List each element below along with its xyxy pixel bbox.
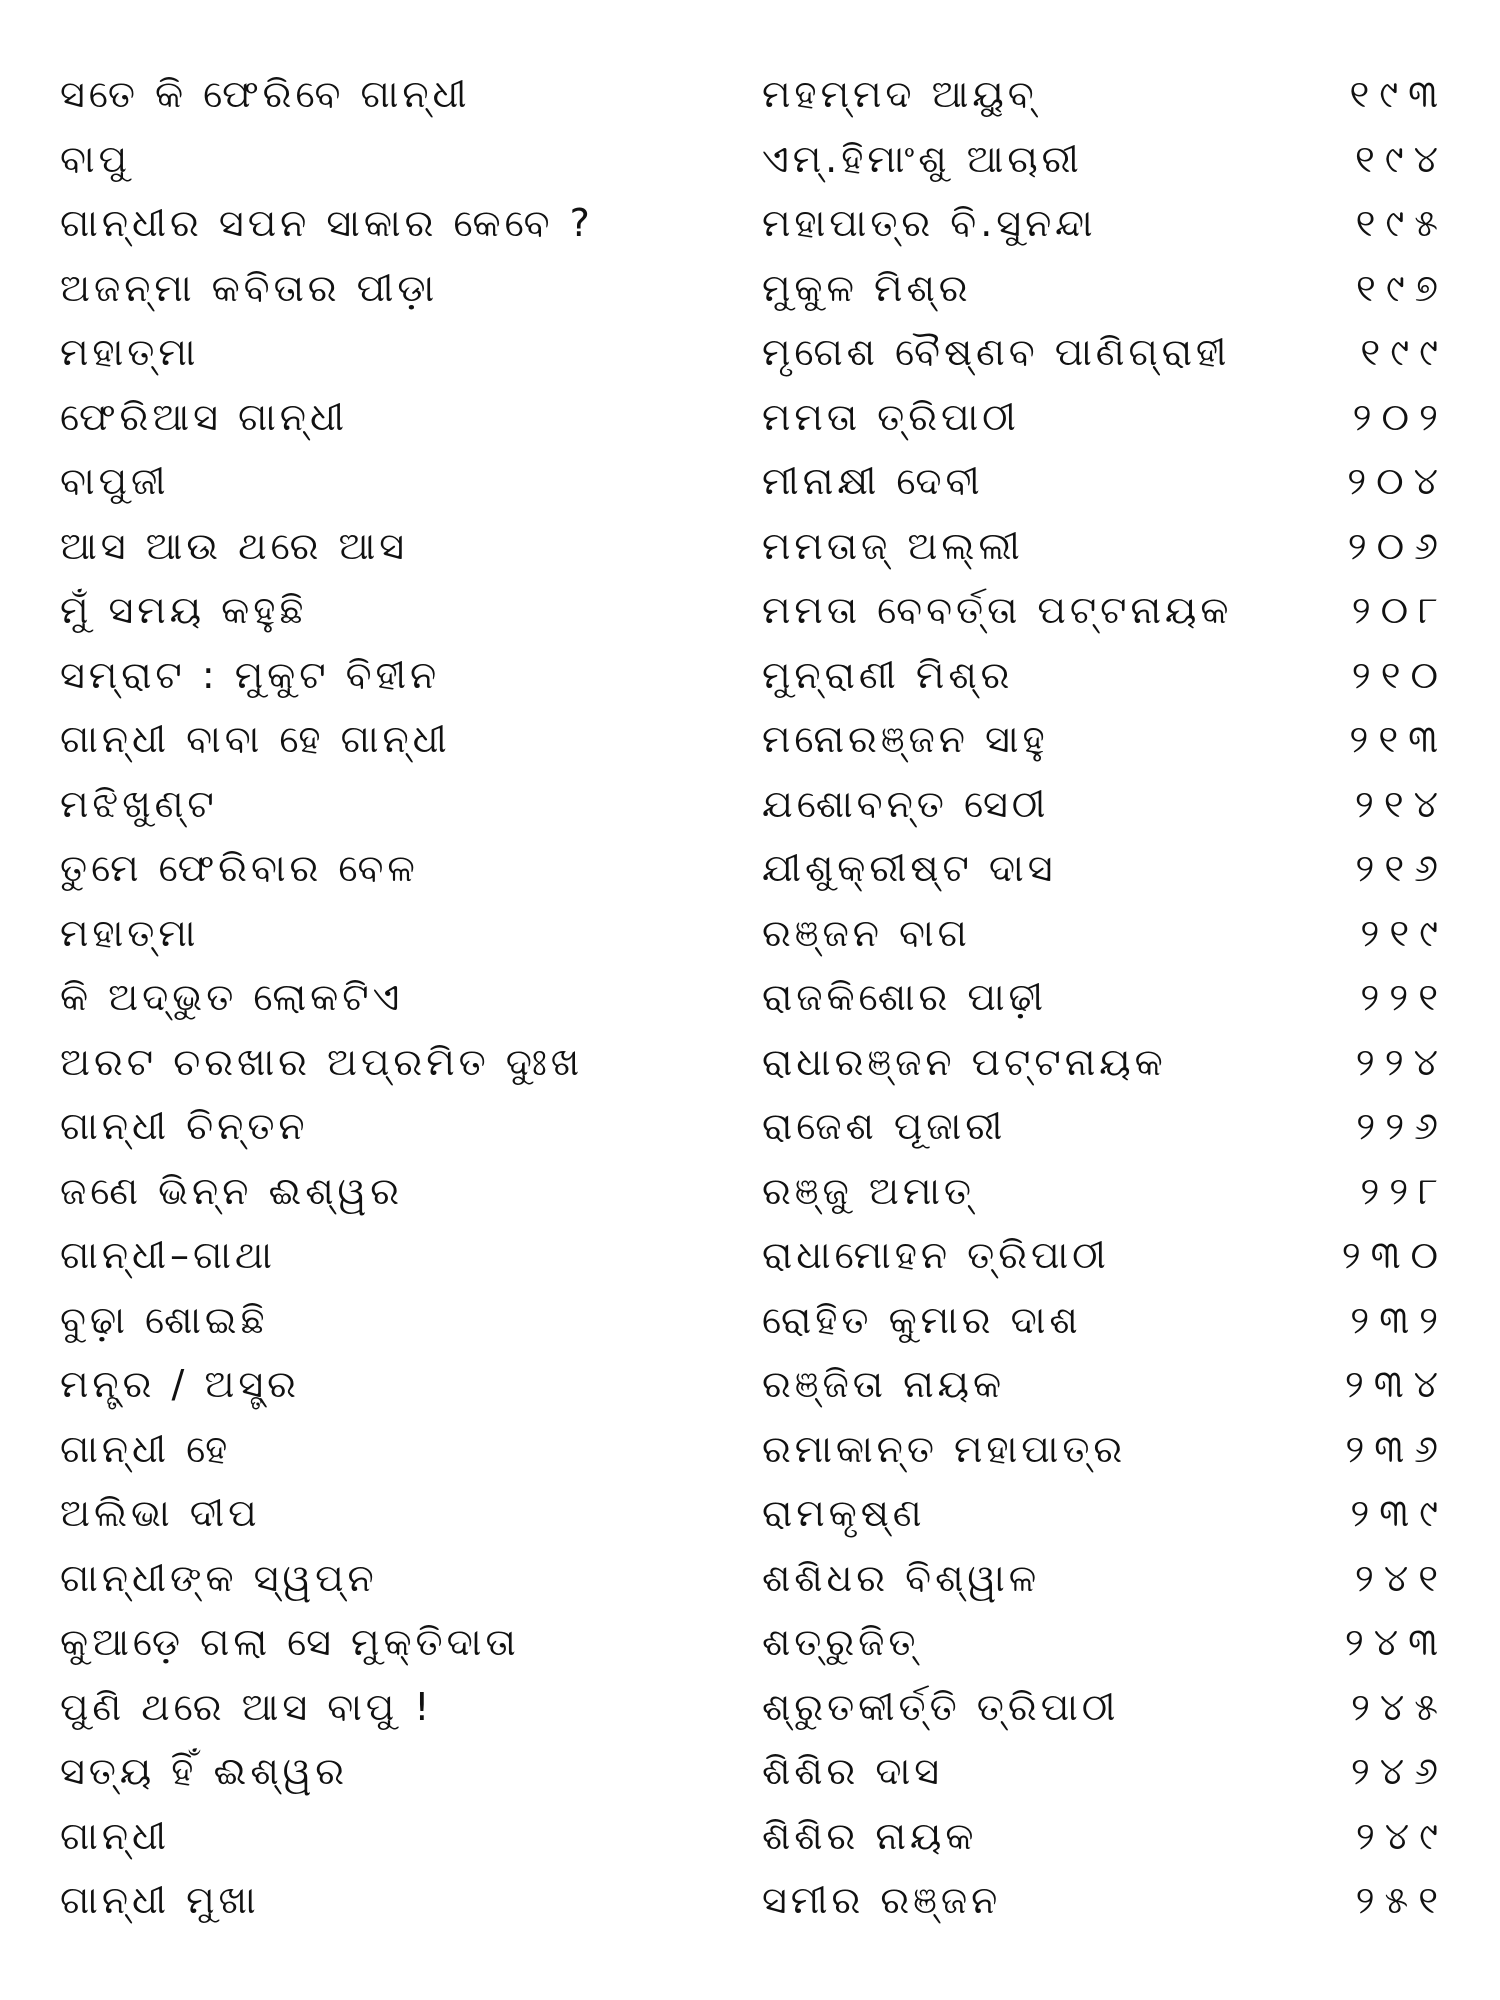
page-number: ୧୯୩ bbox=[1349, 72, 1448, 116]
poem-title: ବାପୁ bbox=[60, 136, 132, 181]
toc-entry bbox=[0, 1739, 1500, 1804]
page-number: ୨୪୫ bbox=[1351, 1684, 1448, 1729]
toc-entry bbox=[0, 256, 1500, 321]
toc-entry bbox=[0, 901, 1500, 966]
poet-name: ମମତା ବେବର୍ତ୍ତା ପଟ୍ଟନାୟକ bbox=[762, 588, 1233, 632]
poet-name: ରାଧାରଞ୍ଜନ ପଟ୍ଟନାୟକ bbox=[762, 1039, 1167, 1084]
toc-entry bbox=[0, 707, 1500, 772]
toc-entry bbox=[0, 578, 1500, 643]
poem-title: ପୁଣି ଥରେ ଆସ ବାପୁ ! bbox=[60, 1684, 434, 1729]
poem-title: ସତ୍ୟ ହିଁ ଈଶ୍ୱର bbox=[60, 1749, 349, 1793]
poet-name: ମହମ୍ମଦ ଆୟୁବ୍ bbox=[762, 72, 1038, 116]
toc-entry bbox=[0, 643, 1500, 708]
poem-title: ତୁମେ ଫେରିବାର ବେଳ bbox=[60, 846, 419, 890]
page-number: ୨୪୩ bbox=[1344, 1620, 1448, 1664]
page-number: ୨୪୬ bbox=[1350, 1749, 1448, 1793]
poem-title: ଗାନ୍ଧୀର ସପନ ସାକାର କେବେ ? bbox=[60, 201, 594, 245]
poem-title: ଜଣେ ଭିନ୍ନ ଈଶ୍ୱର bbox=[60, 1168, 404, 1213]
page-number: ୧୯୭ bbox=[1356, 265, 1448, 310]
toc-entry bbox=[0, 449, 1500, 514]
page-number: ୨୨୧ bbox=[1360, 975, 1448, 1019]
page-number: ୨୫୧ bbox=[1355, 1878, 1448, 1922]
toc-entry bbox=[0, 1417, 1500, 1482]
poem-title: ମୁଁ ସମୟ କହୁଛି bbox=[60, 588, 308, 632]
page-number: ୨୦୮ bbox=[1351, 588, 1448, 632]
poet-name: ରୋହିତ କୁମାର ଦାଶ bbox=[762, 1297, 1082, 1342]
poet-name: ରାମକୃଷ୍ଣ bbox=[762, 1491, 926, 1535]
toc-entry bbox=[0, 1546, 1500, 1611]
toc-entry bbox=[0, 1804, 1500, 1869]
poem-title: ଫେରିଆସ ଗାନ୍ଧୀ bbox=[60, 394, 349, 439]
poet-name: ମନୋରଞ୍ଜନ ସାହୁ bbox=[762, 717, 1049, 761]
page-number: ୨୩୪ bbox=[1344, 1362, 1448, 1406]
toc-entry bbox=[0, 1352, 1500, 1417]
poem-title: ଗାନ୍ଧୀ–ଗାଥା bbox=[60, 1233, 276, 1277]
poet-name: ଏମ୍.ହିମାଂଶୁ ଆଚାରୀ bbox=[762, 136, 1083, 181]
poem-title: ଗାନ୍ଧୀ ଚିନ୍ତନ bbox=[60, 1104, 309, 1148]
page-number: ୨୧୪ bbox=[1354, 781, 1448, 826]
poet-name: ମମତାଜ୍ ଅଲ୍ଲୀ bbox=[762, 523, 1024, 568]
toc-entry bbox=[0, 965, 1500, 1030]
page-number: ୨୨୪ bbox=[1355, 1039, 1448, 1084]
poem-title: ଅଜନ୍ମା କବିତାର ପୀଡ଼ା bbox=[60, 265, 439, 310]
page-number: ୨୦୨ bbox=[1352, 394, 1448, 439]
poet-name: ମମତା ତ୍ରିପାଠୀ bbox=[762, 394, 1020, 439]
poem-title: ଗାନ୍ଧୀ ବାବା ହେ ଗାନ୍ଧୀ bbox=[60, 717, 451, 761]
toc-entry bbox=[0, 1675, 1500, 1740]
poet-name: ରଞ୍ଜୁ ଅମାତ୍ bbox=[762, 1168, 976, 1213]
poet-name: ରାଜେଶ ପୂଜାରୀ bbox=[762, 1104, 1007, 1148]
page-number: ୧୯୫ bbox=[1355, 201, 1448, 245]
poet-name: ରାଧାମୋହନ ତ୍ରିପାଠୀ bbox=[762, 1233, 1110, 1277]
page-number: ୨୧୬ bbox=[1355, 846, 1448, 890]
poem-title: କୁଆଡ଼େ ଗଲା ସେ ମୁକ୍ତିଦାତା bbox=[60, 1620, 520, 1664]
page-number: ୨୩୦ bbox=[1341, 1233, 1448, 1277]
toc-entry bbox=[0, 1223, 1500, 1288]
poet-name: ମୃଗେଶ ବୈଷ୍ଣବ ପାଣିଗ୍ରାହୀ bbox=[762, 330, 1231, 374]
poet-name: ଶତ୍ରୁଜିତ୍ bbox=[762, 1620, 920, 1664]
poem-title: ଗାନ୍ଧୀଙ୍କ ସ୍ୱପ୍ନ bbox=[60, 1555, 378, 1600]
page-number: ୨୩୨ bbox=[1350, 1297, 1448, 1342]
toc-entry bbox=[0, 772, 1500, 837]
poet-name: ମୁନ୍‌ରାଣୀ ମିଶ୍ର bbox=[762, 652, 1014, 697]
toc-entry bbox=[0, 127, 1500, 192]
poem-title: ମହାତ୍ମା bbox=[60, 330, 200, 374]
toc-entry bbox=[0, 191, 1500, 256]
poet-name: ଶ୍ରୁତକୀର୍ତ୍ତି ତ୍ରିପାଠୀ bbox=[762, 1684, 1120, 1729]
poet-name: ଶଶିଧର ବିଶ୍ୱାଳ bbox=[762, 1555, 1041, 1600]
page-number: ୨୪୧ bbox=[1354, 1555, 1448, 1600]
poem-title: ବାପୁଜୀ bbox=[60, 459, 170, 503]
poet-name: ରଞ୍ଜିତା ନାୟକ bbox=[762, 1362, 1006, 1406]
poet-name: ରାଜକିଶୋର ପାଢ଼ୀ bbox=[762, 975, 1048, 1019]
poet-name: ଶିଶିର ଦାସ bbox=[762, 1749, 944, 1793]
poem-title: ଗାନ୍ଧୀ bbox=[60, 1813, 171, 1858]
poet-name: ମୀନାକ୍ଷୀ ଦେବୀ bbox=[762, 459, 984, 503]
page-number: ୨୧୦ bbox=[1351, 652, 1448, 697]
toc-entry bbox=[0, 1094, 1500, 1159]
page-number: ୨୧୯ bbox=[1360, 910, 1448, 955]
poem-title: ସମ୍ରାଟ : ମୁକୁଟ ବିହୀନ bbox=[60, 652, 441, 697]
poet-name: ମହାପାତ୍ର ବି.ସୁନନ୍ଦା bbox=[762, 201, 1097, 245]
poem-title: କି ଅଦ୍‌ଭୁତ ଲୋକଟିଏ bbox=[60, 975, 404, 1019]
page-number: ୨୪୯ bbox=[1355, 1813, 1448, 1858]
page-number: ୨୩୬ bbox=[1345, 1426, 1448, 1471]
toc-entry bbox=[0, 1030, 1500, 1095]
page-number: ୧୯୯ bbox=[1360, 330, 1448, 374]
poem-title: ସତେ କି ଫେରିବେ ଗାନ୍ଧୀ bbox=[60, 72, 471, 116]
poet-name: ମୁକୁଳ ମିଶ୍ର bbox=[762, 265, 972, 310]
toc-entry bbox=[0, 836, 1500, 901]
toc-entry bbox=[0, 62, 1500, 127]
toc-entry bbox=[0, 320, 1500, 385]
poem-title: ବୁଢ଼ା ଶୋଇଛି bbox=[60, 1297, 269, 1342]
poem-title: ଅରଟ ଚରଖାର ଅପ୍ରମିତ ଦୁଃଖ bbox=[60, 1039, 584, 1084]
page-number: ୨୦୪ bbox=[1347, 459, 1448, 503]
poem-title: ଅଲିଭା ଦୀପ bbox=[60, 1491, 261, 1535]
poem-title: ମଝିଖୁଣ୍ଟ bbox=[60, 781, 218, 826]
toc-entry bbox=[0, 1481, 1500, 1546]
toc-entry bbox=[0, 1288, 1500, 1353]
page-number: ୨୧୩ bbox=[1349, 717, 1448, 761]
toc-entry bbox=[0, 514, 1500, 579]
page-number: ୨୨୮ bbox=[1360, 1168, 1448, 1213]
poet-name: ଶିଶିର ନାୟକ bbox=[762, 1813, 978, 1858]
table-of-contents bbox=[0, 62, 1500, 1933]
page-number: ୨୦୬ bbox=[1347, 523, 1448, 568]
page-number: ୨୨୬ bbox=[1356, 1104, 1448, 1148]
toc-entry bbox=[0, 385, 1500, 450]
poet-name: ସମୀର ରଞ୍ଜନ bbox=[762, 1878, 1002, 1922]
toc-entry bbox=[0, 1868, 1500, 1933]
poem-title: ଗାନ୍ଧୀ ହେ bbox=[60, 1426, 232, 1471]
poet-name: ରଞ୍ଜନ ବାଗ bbox=[762, 910, 971, 955]
page-number: ୧୯୪ bbox=[1354, 136, 1448, 181]
poem-title: ମନ୍ତ୍ର / ଅସ୍ତ୍ର bbox=[60, 1362, 300, 1406]
toc-entry bbox=[0, 1610, 1500, 1675]
toc-entry bbox=[0, 1159, 1500, 1224]
poem-title: ମହାତ୍ମା bbox=[60, 910, 200, 955]
poem-title: ଆସ ଆଉ ଥରେ ଆସ bbox=[60, 523, 409, 568]
poet-name: ଯଶୋବନ୍ତ ସେଠୀ bbox=[762, 781, 1050, 826]
poem-title: ଗାନ୍ଧୀ ମୁଖା bbox=[60, 1878, 260, 1922]
page-number: ୨୩୯ bbox=[1350, 1491, 1448, 1535]
poet-name: ଯୀଶୁକ୍ରୀଷ୍ଟ ଦାସ bbox=[762, 846, 1057, 890]
poet-name: ରମାକାନ୍ତ ମହାପାତ୍ର bbox=[762, 1426, 1127, 1471]
